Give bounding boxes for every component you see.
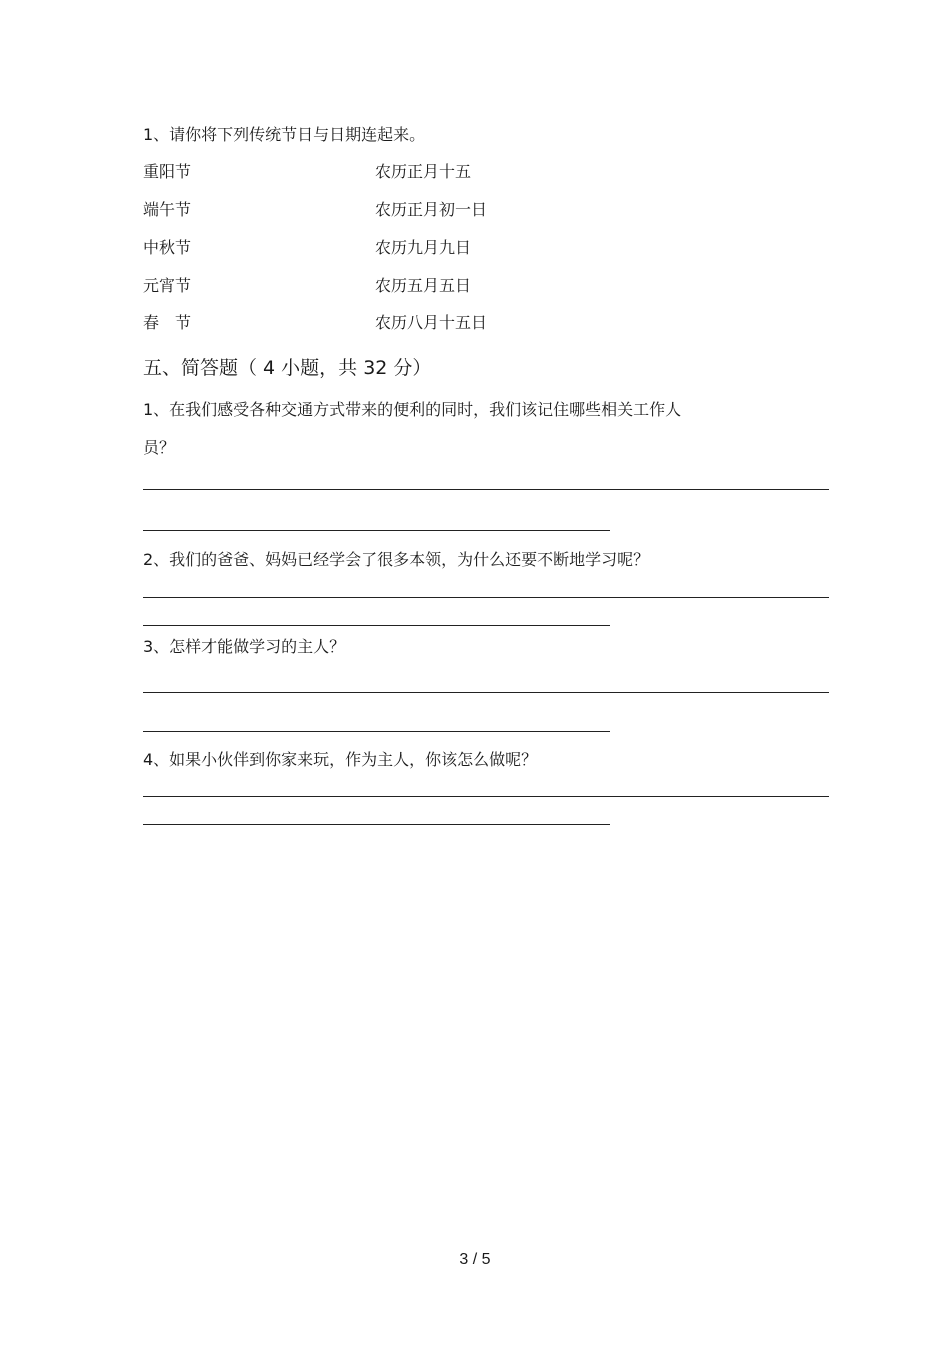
festival-item: 中秋节 [143, 238, 192, 257]
question-text: 2、我们的爸爸、妈妈已经学会了很多本领，为什么还要不断地学习呢？ [143, 550, 650, 569]
answer-line[interactable] [143, 796, 829, 797]
answer-line[interactable] [143, 692, 829, 693]
match-question-prompt: 1、请你将下列传统节日与日期连起来。 [143, 125, 426, 144]
date-item: 农历正月初一日 [375, 200, 488, 219]
festival-item: 重阳节 [143, 162, 192, 181]
answer-line[interactable] [143, 530, 610, 531]
question-text-continued: 员？ [143, 438, 176, 457]
question-text: 4、如果小伙伴到你家来玩，作为主人，你该怎么做呢？ [143, 750, 538, 769]
answer-line[interactable] [143, 731, 610, 732]
page-number: 3 / 5 [459, 1251, 491, 1268]
festival-item: 端午节 [143, 200, 192, 219]
answer-line[interactable] [143, 489, 829, 490]
date-item: 农历五月五日 [375, 276, 472, 295]
answer-line[interactable] [143, 625, 610, 626]
date-item: 农历八月十五日 [375, 313, 488, 332]
answer-line[interactable] [143, 824, 610, 825]
date-item: 农历正月十五 [375, 162, 472, 181]
date-item: 农历九月九日 [375, 238, 472, 257]
question-text: 3、怎样才能做学习的主人？ [143, 637, 346, 656]
question-text: 1、在我们感受各种交通方式带来的便利的同时，我们该记住哪些相关工作人 [143, 400, 682, 419]
festival-item: 春 节 [143, 313, 192, 332]
section-heading: 五、简答题（ 4 小题，共 32 分） [143, 357, 432, 379]
festival-item: 元宵节 [143, 276, 192, 295]
answer-line[interactable] [143, 597, 829, 598]
